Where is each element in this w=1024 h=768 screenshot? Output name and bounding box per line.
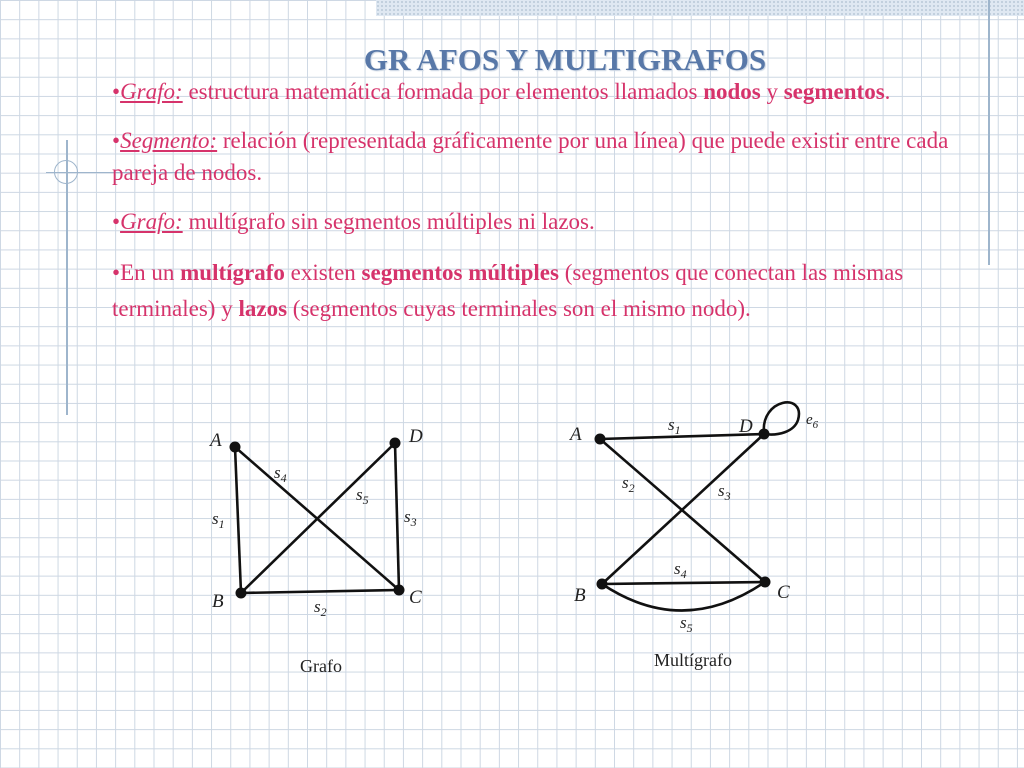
- graph-edge-s3: [395, 443, 399, 590]
- multigraph-label-e6: $e_6$: [806, 412, 819, 431]
- multigraph-label-c: C: [777, 582, 790, 603]
- circle-ornament: [54, 160, 78, 184]
- graph-label-b: B: [212, 591, 224, 612]
- multigraph-label-b: B: [574, 585, 586, 606]
- multigraph-label-d: D: [739, 416, 753, 437]
- multigraph-label-s3: $s_3$: [718, 481, 731, 503]
- term-grafo-2: Grafo:: [120, 209, 183, 234]
- multigraph-node-a: [595, 434, 606, 445]
- multigraph-loop-e6: [764, 402, 799, 434]
- multigraph-label-s2: $s_2$: [622, 473, 635, 495]
- slide-title: GR AFOS Y MULTIGRAFOS: [363, 42, 767, 77]
- graph-node-a: [230, 442, 241, 453]
- graph-edge-s5: [241, 443, 395, 593]
- graph-label-a: A: [210, 430, 222, 451]
- multigraph-node-d: [759, 429, 770, 440]
- graph-label-s2: $s_2$: [314, 597, 327, 619]
- multigraph-diagram: [548, 388, 848, 678]
- term-segmento: Segmento:: [120, 128, 218, 153]
- graph-node-d: [390, 438, 401, 449]
- graph-node-b: [236, 588, 247, 599]
- multigraph-node-b: [597, 579, 608, 590]
- term-grafo: Grafo:: [120, 79, 183, 104]
- bullet-grafo-simple: •Grafo: multígrafo sin segmentos múltiples ni lazos.: [112, 209, 595, 234]
- graph-label-s1: $s_1$: [212, 509, 225, 531]
- bullet-multigrafo: •En un multígrafo existen segmentos múltiples (segmentos que conectan las mismas terminales) y lazos (segmentos cuyas terminales son el mismo nodo).: [112, 260, 904, 321]
- multigraph-node-c: [760, 577, 771, 588]
- multigraph-label-s4: $s_4$: [674, 559, 687, 581]
- multigraph-edge-s4: [602, 582, 765, 584]
- multigraph-label-a: A: [570, 424, 582, 445]
- graph-diagram: [190, 410, 450, 690]
- graph-edge-s2: [241, 590, 399, 593]
- graph-label-s4: $s_4$: [274, 463, 287, 485]
- graph-label-c: C: [409, 587, 422, 608]
- multigraph-caption: Multígrafo: [654, 650, 732, 670]
- graph-node-c: [394, 585, 405, 596]
- graph-label-d: D: [409, 426, 423, 447]
- graph-caption: Grafo: [300, 656, 342, 676]
- multigraph-label-s1: $s_1$: [668, 415, 681, 437]
- right-decorative-line: [988, 0, 990, 265]
- multigraph-figure: [548, 388, 848, 678]
- multigraph-label-s5: $s_5$: [680, 613, 693, 635]
- slide-body: [112, 76, 967, 344]
- graph-edges: [235, 443, 399, 593]
- multigraph-edge-s5: [602, 582, 765, 611]
- bullet-segmento-definition: •Segmento: relación (representada gráficamente por una línea) que puede existir entre cada pareja de nodos.: [112, 128, 949, 185]
- graph-figure: [190, 410, 450, 690]
- graph-edge-s1: [235, 447, 241, 593]
- bullet-grafo-definition: •Grafo: estructura matemática formada por elementos llamados nodos y segmentos.: [112, 79, 891, 104]
- graph-label-s5: $s_5$: [356, 485, 369, 507]
- top-decorative-band: [376, 0, 1024, 16]
- graph-label-s3: $s_3$: [404, 507, 417, 529]
